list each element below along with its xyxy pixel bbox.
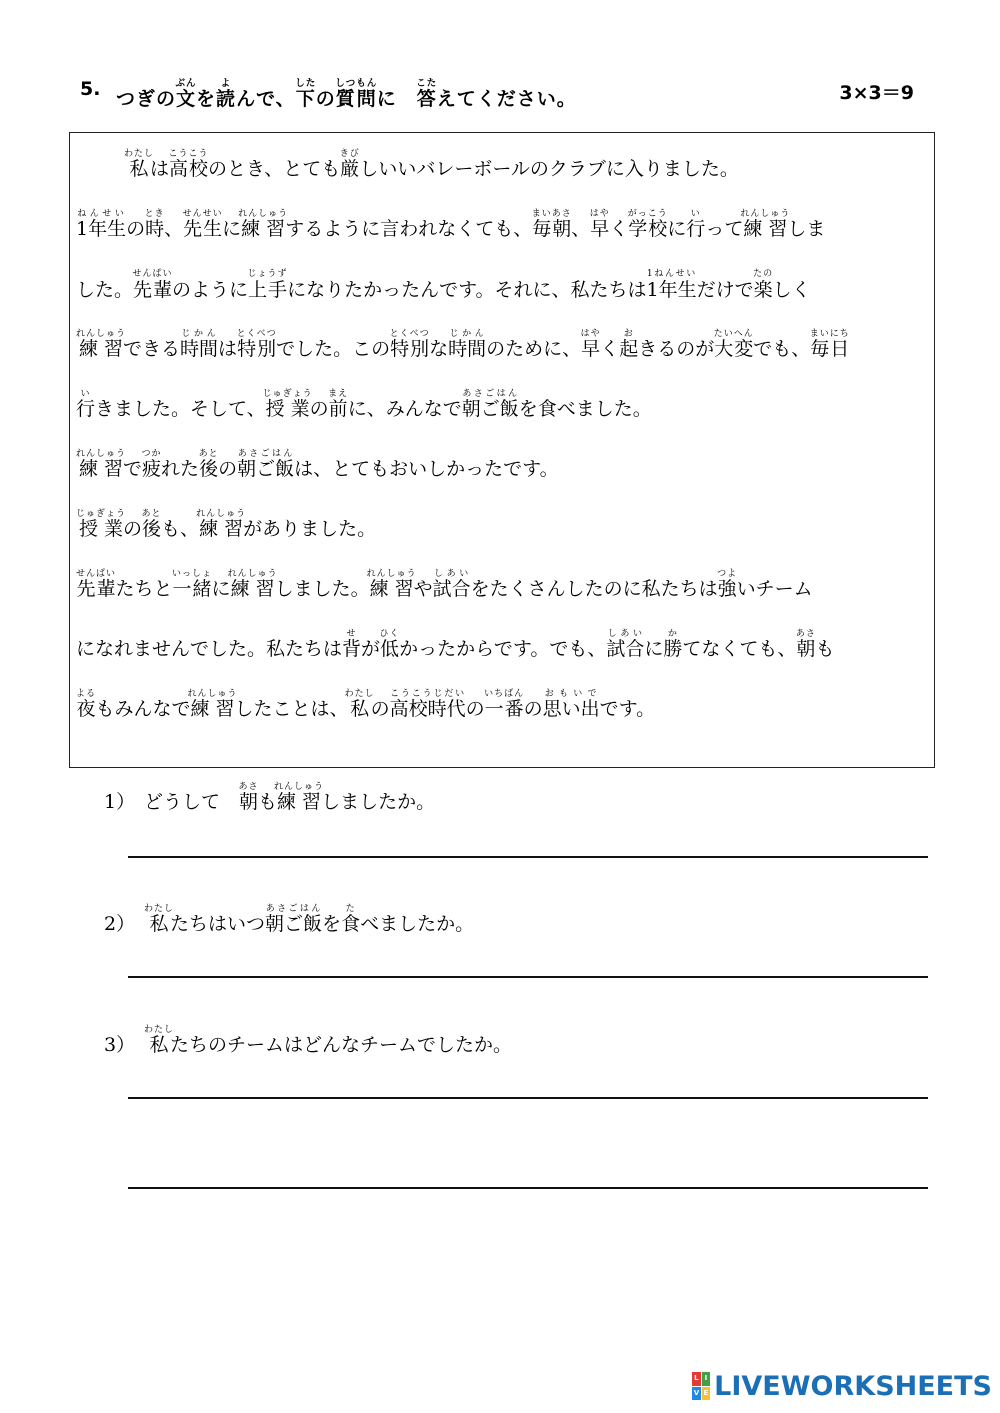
answer-line-2[interactable] [128, 976, 928, 978]
exercise-header [80, 78, 920, 108]
passage-line: 私わたしは高校こうこうのとき、とても厳きびしいいバレーボールのクラブに入りました。 [124, 149, 739, 180]
passage-line: 1年生ねんせいの時とき、先生せんせいに練習れんしゅうするように言われなくても、毎朝まいあさ、早はやく学校がっこうに行いって練習れんしゅうしま [76, 209, 826, 240]
reading-passage-box [69, 132, 935, 768]
question-text: どうして 朝あさも練習れんしゅうしましたか。 [144, 782, 436, 813]
exercise-number: 5. [80, 78, 101, 100]
passage-line: 授業じゅぎょうの後あとも、練習れんしゅうがありました。 [76, 509, 377, 540]
passage-line: 夜よるもみんなで練習れんしゅうしたことは、私わたしの高校時代こうこうじだいの一番いちばんの思い出おもいでです。 [76, 689, 656, 720]
passage-line: した。先輩せんぱいのように上手じょうずになりたかったんです。それに、私たちは1年生1ねんせいだけで楽たのしく [76, 269, 811, 301]
answer-line-3a[interactable] [128, 1097, 928, 1099]
logo-badge-icon [692, 1372, 710, 1400]
question-1 [104, 782, 435, 815]
score-formula: 3×3＝9 [839, 82, 914, 104]
passage-line: になれませんでした。私たちは背せが低ひくかったからです。でも、試合しあいに勝かてなくても、朝あさも [76, 629, 835, 660]
question-number: 1） [104, 791, 136, 813]
exercise-instruction: つぎの文ぶんを読よんで、下したの質問しつもんに 答こたえてください。 [116, 78, 577, 110]
question-text: 私わたしたちはいつ朝ご飯あさごはんを食たべましたか。 [144, 904, 475, 935]
passage-line: 練習れんしゅうで疲つかれた後あとの朝ご飯あさごはんは、とてもおいしかったです。 [76, 449, 559, 480]
liveworksheets-logo[interactable] [692, 1371, 992, 1401]
logo-wordmark: LIVEWORKSHEETS [714, 1370, 992, 1402]
question-number: 3） [104, 1034, 136, 1056]
question-2 [104, 904, 474, 937]
logo-badge-letter: E [702, 1387, 711, 1401]
question-3 [104, 1025, 512, 1058]
passage-line: 行いきました。そして、授業じゅぎょうの前まえに、みんなで朝ご飯あさごはんを食べました。 [76, 389, 652, 420]
logo-badge-letter: I [702, 1372, 711, 1386]
question-text: 私わたしたちのチームはどんなチームでしたか。 [144, 1025, 513, 1056]
answer-line-1[interactable] [128, 856, 928, 858]
logo-badge-letter: V [692, 1387, 701, 1401]
passage-line: 練習れんしゅうできる時間じかんは特別とくべつでした。この特別とくべつな時間じかんのために、早はやく起おきるのが大変たいへんでも、毎日まいにち [76, 329, 850, 360]
question-number: 2） [104, 913, 136, 935]
logo-badge-letter: L [692, 1372, 701, 1386]
passage-line: 先輩せんぱいたちと一緒いっしょに練習れんしゅうしました。練習れんしゅうや試合しあいをたくさんしたのに私たちは強つよいチーム [76, 569, 813, 600]
answer-line-3b[interactable] [128, 1187, 928, 1189]
